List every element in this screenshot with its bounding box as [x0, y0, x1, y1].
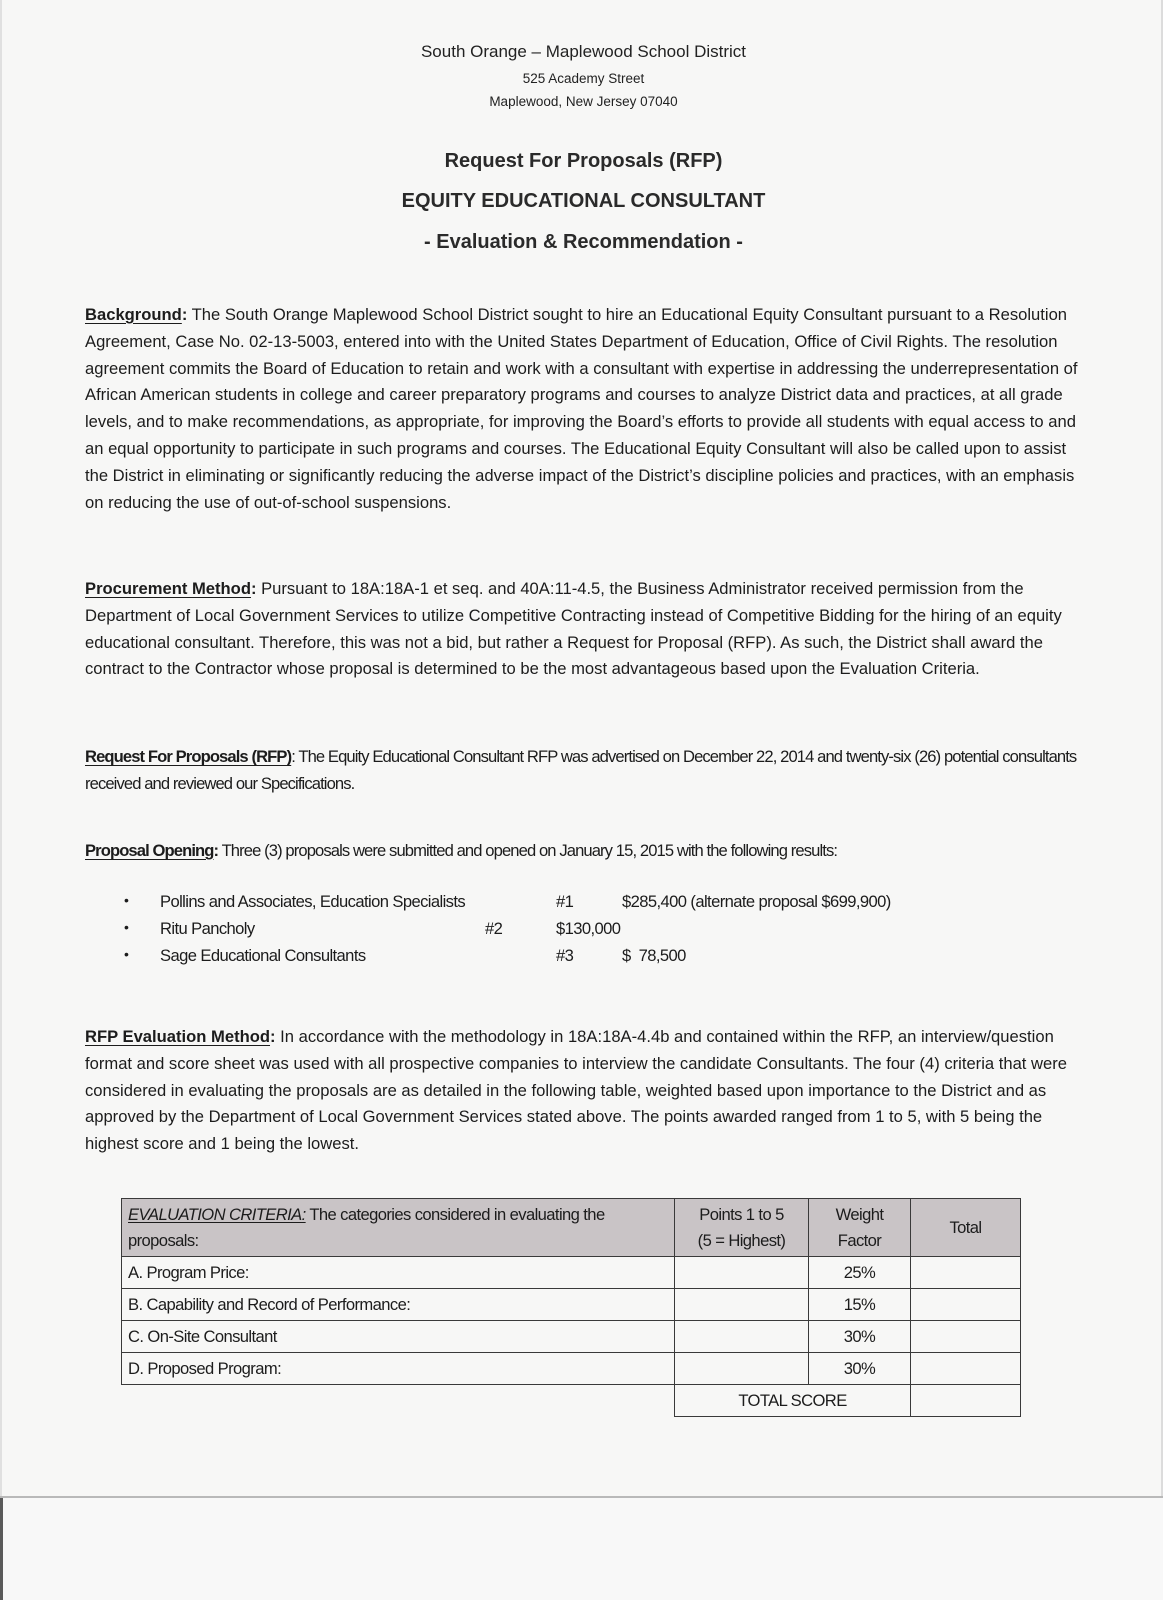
colon: : [181, 305, 188, 324]
proposal-amount: $ 78,500 [622, 946, 686, 965]
weight-header-line1: Weight [835, 1204, 884, 1224]
points-header-line2: (5 = Highest) [697, 1230, 786, 1250]
criteria-text: The categories considered in evaluating the proposals: [128, 1205, 605, 1250]
underlying-sheet [0, 1498, 1163, 1600]
total-cell [911, 1321, 1021, 1353]
criteria-name: C. On-Site Consultant [122, 1321, 675, 1353]
evaluation-method-text: In accordance with the methodology in 18A:18A-4.4b and contained within the RFP, an interview/question format and score sheet was used with all prospective companies to interview the candidate Consultants. The four (4) criteria that were considered in evaluating the proposals are as detailed in the following table, weighted based upon importance to the District and as approved by the Department of Local Government Services stated above. The points awarded ranged from 1 to 5, with 5 being the highest score and 1 being the lowest. [85, 1027, 1067, 1154]
table-header-row [122, 1199, 1021, 1257]
weight-header [809, 1199, 911, 1257]
proposer-name: Ritu Pancholy [160, 919, 255, 938]
points-header [675, 1199, 809, 1257]
doc-subtitle: EQUITY EDUCATIONAL CONSULTANT [401, 190, 766, 212]
total-cell [911, 1257, 1021, 1289]
procurement-label: Procurement Method [85, 579, 251, 598]
points-cell [675, 1257, 809, 1289]
procurement-text: Pursuant to 18A:18A-1 et seq. and 40A:11-4.5, the Business Administrator received permission from the Department of Local Government Services to utilize Competitive Contracting instead of Competitive Bidding for the hiring of an equity educational consultant. Therefore, this was not a bid, but rather a Request for Proposal (RFP). As such, the District shall award the contract to the Contractor whose proposal is determined to be the most advantageous based upon the Evaluation Criteria. [85, 579, 1062, 679]
procurement-paragraph [85, 576, 1085, 683]
points-cell [675, 1289, 809, 1321]
bullet-icon: • [124, 946, 129, 962]
proposal-rank: #2 [485, 919, 503, 938]
table-row [122, 1321, 1021, 1353]
table-row [122, 1289, 1021, 1321]
proposal-list [120, 892, 1020, 973]
weight-cell: 15% [809, 1289, 911, 1321]
bullet-icon: • [124, 919, 129, 935]
evaluation-method-paragraph [85, 1024, 1085, 1158]
opening-paragraph [85, 838, 1085, 865]
colon: : [213, 841, 219, 860]
total-cell [911, 1353, 1021, 1385]
blank-cell [122, 1385, 675, 1417]
colon: : [291, 747, 295, 766]
district-name: South Orange – Maplewood School District [420, 42, 747, 61]
table-row [122, 1353, 1021, 1385]
criteria-label: EVALUATION CRITERIA: [128, 1205, 306, 1224]
district-street: 525 Academy Street [522, 71, 645, 86]
points-cell [675, 1353, 809, 1385]
proposal-rank: #3 [556, 946, 574, 965]
opening-label: Proposal Opening [85, 841, 214, 860]
proposer-name: Pollins and Associates, Education Specialists [160, 892, 466, 911]
opening-text: Three (3) proposals were submitted and opened on January 15, 2015 with the following results: [218, 841, 838, 860]
doc-title: Request For Proposals (RFP) [444, 150, 723, 172]
district-city: Maplewood, New Jersey 07040 [489, 94, 678, 109]
weight-header-line2: Factor [837, 1230, 882, 1250]
total-score-value [911, 1385, 1021, 1417]
proposal-rank: #1 [556, 892, 574, 911]
points-cell [675, 1321, 809, 1353]
proposer-name: Sage Educational Consultants [160, 946, 366, 965]
criteria-name: A. Program Price: [122, 1257, 675, 1289]
weight-cell: 25% [809, 1257, 911, 1289]
total-cell [911, 1289, 1021, 1321]
total-header: Total [911, 1199, 1021, 1257]
background-text: The South Orange Maplewood School District sought to hire an Educational Equity Consultant pursuant to a Resolution Agreement, Case No. 02-13-5003, entered into with the United States Department of Education, Office of Civil Rights. The resolution agreement commits the Board of Education to retain and work with a consultant with expertise in addressing the underrepresentation of African American students in college and career preparatory programs and courses to analyze District data and practices, at all grade levels, and to make recommendations, as appropriate, for improving the Board’s efforts to provide all students with equal access to and an equal opportunity to participate in such programs and courses. The Educational Equity Consultant will also be called upon to assist the District in eliminating or significantly reducing the adverse impact of the District’s discipline policies and practices, with an emphasis on reducing the use of out-of-school suspensions. [85, 305, 1078, 512]
colon: : [250, 579, 257, 598]
total-score-row [122, 1385, 1021, 1417]
background-label: Background [85, 305, 182, 324]
evaluation-criteria-table [121, 1198, 1021, 1417]
rfp-paragraph [85, 744, 1085, 798]
rfp-label: Request For Proposals (RFP) [85, 747, 292, 766]
points-header-line1: Points 1 to 5 [699, 1204, 784, 1224]
weight-cell: 30% [809, 1321, 911, 1353]
doc-subtitle-2: - Evaluation & Recommendation - [424, 231, 743, 253]
evaluation-method-label: RFP Evaluation Method [85, 1027, 271, 1046]
list-item [120, 946, 1020, 973]
colon: : [270, 1027, 276, 1046]
criteria-name: B. Capability and Record of Performance: [122, 1289, 675, 1321]
proposal-amount: $130,000 [556, 919, 621, 938]
background-paragraph [85, 302, 1085, 516]
list-item [120, 919, 1020, 946]
criteria-name: D. Proposed Program: [122, 1353, 675, 1385]
rfp-text: The Equity Educational Consultant RFP was advertised on December 22, 2014 and twenty-six (26) potential consultants received and reviewed our Specifications. [85, 747, 1077, 793]
proposal-amount: $285,400 (alternate proposal $699,900) [622, 892, 891, 911]
bullet-icon: • [124, 892, 129, 908]
total-score-label: TOTAL SCORE [675, 1385, 911, 1417]
weight-cell: 30% [809, 1353, 911, 1385]
criteria-header [122, 1199, 675, 1257]
table-row [122, 1257, 1021, 1289]
list-item [120, 892, 1020, 919]
